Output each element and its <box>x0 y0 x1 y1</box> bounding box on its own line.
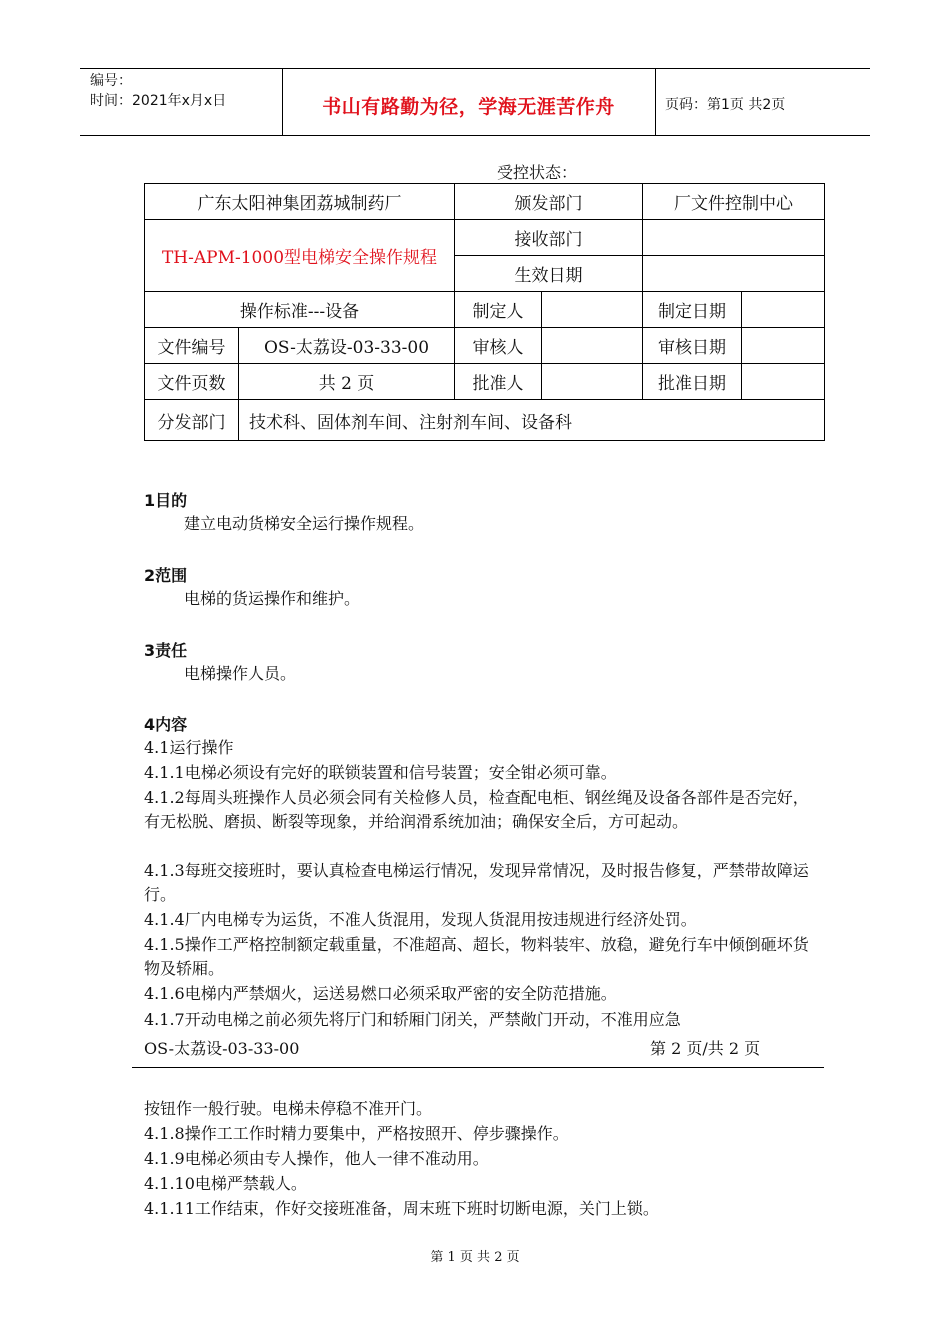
author-value <box>542 292 643 328</box>
control-status: 受控状态： <box>497 163 578 182</box>
section-3-text: 电梯操作人员。 <box>184 664 297 683</box>
page-number: 第 1 页 共 2 页 <box>430 1250 520 1265</box>
paragraph-4-1: 4.1运行操作 <box>144 738 234 757</box>
header-number-label: 编号： <box>90 73 132 89</box>
author-date-label: 制定日期 <box>643 292 742 328</box>
operation-standard: 操作标准---设备 <box>145 292 455 328</box>
footer-doc-no: OS-太荔设-03-33-00 <box>144 1039 300 1058</box>
company-name: 广东太阳神集团荔城制药厂 <box>145 184 455 220</box>
paragraph-4-1-1: 4.1.1电梯必须设有完好的联锁装置和信号装置；安全钳必须可靠。 <box>144 763 617 782</box>
section-4-title: 4内容 <box>144 715 188 734</box>
section-2-text: 电梯的货运操作和维护。 <box>184 589 361 608</box>
header-bottom-rule <box>80 135 870 136</box>
section-2-title: 2范围 <box>144 566 188 585</box>
header-top-rule <box>80 68 870 69</box>
effective-date-value <box>643 256 825 292</box>
paragraph-4-1-2: 4.1.2每周头班操作人员必须会同有关检修人员，检查配电柜、钢丝绳及设备各部件是否完好，有无松脱、磨损、断裂等现象，并给润滑系统加油；确保安全后，方可起动。 <box>144 788 809 831</box>
header-page-info: 页码：第1页 共2页 <box>665 97 786 113</box>
paragraph-4-1-7-end: 按钮作一般行驶。电梯未停稳不准开门。 <box>144 1099 433 1118</box>
reviewer-label: 审核人 <box>455 328 542 364</box>
receive-dept-label: 接收部门 <box>455 220 643 256</box>
header-motto: 书山有路勤为径，学海无涯苦作舟 <box>322 96 615 118</box>
paragraph-4-1-5: 4.1.5操作工严格控制额定载重量，不准超高、超长，物料装牢、放稳，避免行车中倾倒砸坏货物及轿厢。 <box>144 935 809 978</box>
paragraph-4-1-11: 4.1.11工作结束，作好交接班准备，周末班下班时切断电源，关门上锁。 <box>144 1199 659 1218</box>
paragraph-4-1-6: 4.1.6电梯内严禁烟火，运送易燃口必须采取严密的安全防范措施。 <box>144 984 617 1003</box>
issue-dept-label: 颁发部门 <box>455 184 643 220</box>
review-date-value <box>742 328 825 364</box>
paragraph-4-1-10: 4.1.10电梯严禁载人。 <box>144 1174 307 1193</box>
approve-date-label: 批准日期 <box>643 364 742 400</box>
paragraph-4-1-4: 4.1.4厂内电梯专为运货，不准人货混用，发现人货混用按违规进行经济处罚。 <box>144 910 697 929</box>
paragraph-4-1-3: 4.1.3每班交接班时，要认真检查电梯运行情况，发现异常情况，及时报告修复，严禁带故障运行。 <box>144 861 809 904</box>
section-1-title: 1目的 <box>144 491 188 510</box>
author-label: 制定人 <box>455 292 542 328</box>
distribution-label: 分发部门 <box>145 400 239 441</box>
doc-no-label: 文件编号 <box>145 328 239 364</box>
header-time: 时间：2021年x月x日 <box>90 93 227 109</box>
review-date-label: 审核日期 <box>643 328 742 364</box>
distribution-value: 技术科、固体剂车间、注射剂车间、设备科 <box>239 400 825 441</box>
document-control-table <box>144 183 825 441</box>
approve-date-value <box>742 364 825 400</box>
author-date-value <box>742 292 825 328</box>
paragraph-4-1-9: 4.1.9电梯必须由专人操作，他人一律不准动用。 <box>144 1149 489 1168</box>
approver-value <box>542 364 643 400</box>
pages-label: 文件页数 <box>145 364 239 400</box>
section-1-text: 建立电动货梯安全运行操作规程。 <box>184 514 425 533</box>
footer-page: 第 2 页/共 2 页 <box>650 1039 761 1058</box>
issue-dept-value: 厂文件控制中心 <box>643 184 825 220</box>
effective-date-label: 生效日期 <box>455 256 643 292</box>
paragraph-4-1-7-start: 4.1.7开动电梯之前必须先将厅门和轿厢门闭关，严禁敞门开动，不准用应急 <box>144 1010 681 1029</box>
section-3-title: 3责任 <box>144 641 188 660</box>
pages-value: 共 2 页 <box>239 364 455 400</box>
paragraph-4-1-8: 4.1.8操作工工作时精力要集中，严格按照开、停步骤操作。 <box>144 1124 569 1143</box>
receive-dept-value <box>643 220 825 256</box>
document-title: TH-APM-1000型电梯安全操作规程 <box>145 220 455 292</box>
reviewer-value <box>542 328 643 364</box>
approver-label: 批准人 <box>455 364 542 400</box>
page-break-rule <box>132 1067 824 1068</box>
doc-no-value: OS-太荔设-03-33-00 <box>239 328 455 364</box>
header-divider-right <box>655 68 656 136</box>
